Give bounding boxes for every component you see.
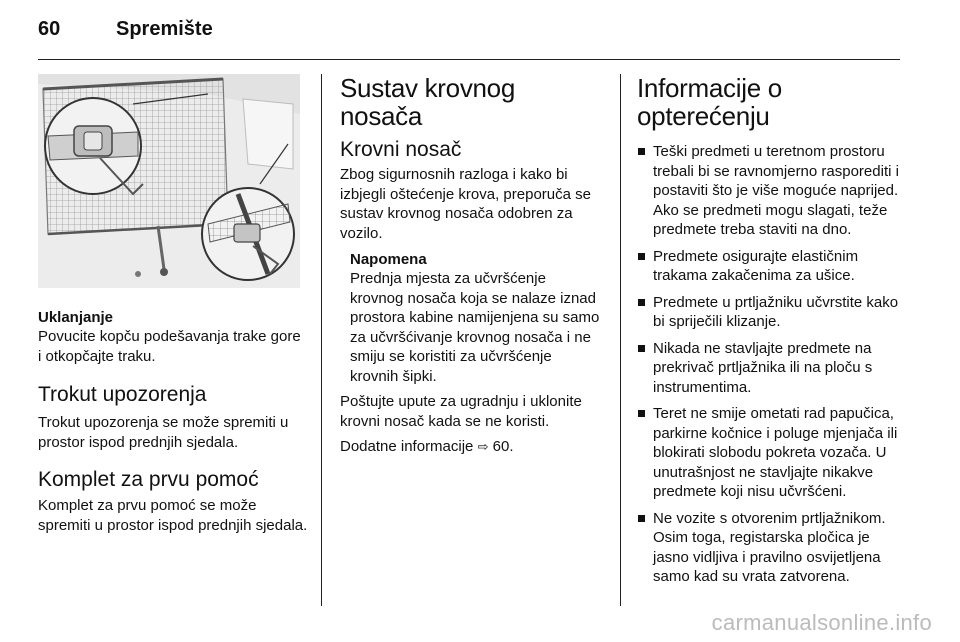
additional-info-text: Dodatne informacije: [340, 438, 474, 455]
section-heading-warning-triangle: Trokut upozorenja: [38, 383, 207, 406]
list-item: Nikada ne stavljajte predmete na prekrivač prtljažnika ili na ploču s instrumentima.: [637, 339, 907, 398]
load-bullet-list: [637, 142, 907, 587]
section-text-removal: Povucite kopču podešavanja trake gore i otkopčajte traku.: [38, 328, 301, 365]
cargo-net-image: [38, 74, 300, 288]
roof-rack-intro: Zbog sigurnosnih razloga i kako bi izbjegli oštećenje krova, preporuča se sustav krovnog nosača odobren za vozilo.: [340, 166, 591, 242]
page-number: 60: [38, 18, 61, 40]
list-item: Ne vozite s otvorenim prtljažnikom. Osim toga, registarska pločica je jasno vidljiva i pravilno osvijetljena samo kad su vrata zatvorena.: [637, 509, 907, 587]
list-item: Teret ne smije ometati rad papučica, parkirne kočnice i poluge mjenjača ili blokirati slobodu pokreta vozača. U unutrašnjost ne stavljajte nikakve predmete koji nisu učvršćeni.: [637, 404, 907, 502]
section-heading-first-aid: Komplet za prvu pomoć: [38, 468, 259, 491]
roof-rack-instructions: Poštujte upute za ugradnju i uklonite krovni nosač kada se ne koristi.: [340, 393, 582, 430]
page-title: Spremište: [116, 18, 213, 40]
note-box: [350, 250, 602, 386]
middle-column: [340, 74, 602, 457]
section-text-warning-triangle: Trokut upozorenja se može spremiti u prostor ispod prednjih sjedala.: [38, 414, 289, 451]
page-reference-arrow-icon: ⇨: [477, 439, 489, 454]
note-text: Prednja mjesta za učvršćenje krovnog nosača koja se nalaze iznad prostora kabine namijenjena su samo za učvršćivanje krovnog nosača i ne smiju se koristiti za učvršćenje krovnih šipki.: [350, 270, 600, 385]
note-label: Napomena: [350, 251, 427, 268]
heading-line-2: opterećenju: [637, 101, 770, 131]
additional-info: [340, 437, 602, 457]
cargo-net-illustration: [38, 74, 300, 288]
heading-line-1: Informacije o: [637, 73, 782, 103]
list-item: Predmete u prtljažniku učvrstite kako bi spriječili klizanje.: [637, 293, 907, 332]
column-divider-2: [620, 74, 621, 606]
left-column: [38, 74, 308, 535]
list-item: Teški predmeti u teretnom prostoru trebali bi se ravnomjerno rasporediti i postaviti što je više moguće naprijed. Ako se predmeti mogu slagati, teže predmete treba staviti na dno.: [637, 142, 907, 240]
section-text-first-aid: Komplet za prvu pomoć se može spremiti u prostor ispod prednjih sjedala.: [38, 497, 308, 534]
right-column: [637, 74, 907, 594]
section-heading-load-information: [637, 74, 907, 130]
column-divider-1: [321, 74, 322, 606]
list-item: Predmete osigurajte elastičnim trakama zakačenima za ušice.: [637, 247, 907, 286]
section-heading-roof-rack-system: Sustav krovnog nosača: [340, 73, 516, 131]
page-reference-link[interactable]: 60.: [492, 438, 514, 455]
header-rule: [38, 59, 900, 60]
page-header: [38, 18, 213, 41]
section-heading-removal: Uklanjanje: [38, 309, 114, 326]
subheading-roof-rack: Krovni nosač: [340, 138, 462, 161]
watermark: carmanualsonline.info: [711, 610, 932, 635]
